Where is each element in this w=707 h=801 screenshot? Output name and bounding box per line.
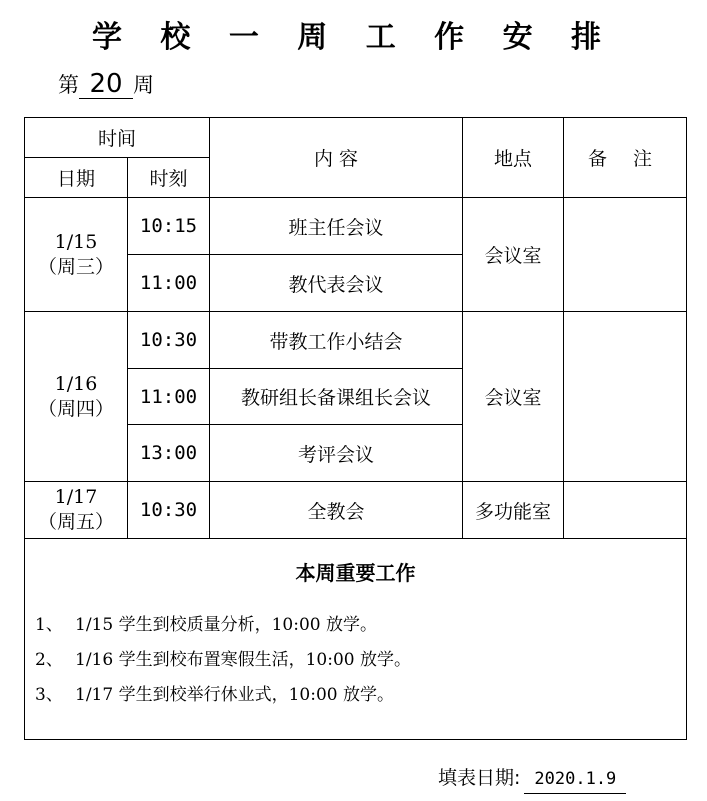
time-cell: 10:15 bbox=[128, 198, 210, 255]
content-cell: 教代表会议 bbox=[210, 255, 463, 312]
table-row bbox=[25, 198, 687, 255]
weekday-value: （周五） bbox=[37, 511, 114, 533]
list-item-index: 1、 bbox=[35, 615, 63, 635]
list-item-text: 1/16 学生到校布置寒假生活，10:00 放学。 bbox=[75, 650, 411, 670]
content-cell: 全教会 bbox=[210, 482, 463, 539]
date-value: 1/16 bbox=[54, 372, 98, 395]
list-item-text: 1/15 学生到校质量分析，10:00 放学。 bbox=[75, 615, 377, 635]
fill-date-label: 填表日期: bbox=[438, 767, 521, 789]
header-moment: 时刻 bbox=[128, 158, 210, 198]
week-suffix: 周 bbox=[133, 73, 154, 97]
remarks-cell bbox=[564, 198, 687, 312]
date-cell bbox=[25, 482, 128, 539]
content-cell: 带教工作小结会 bbox=[210, 312, 463, 369]
list-item-index: 2、 bbox=[35, 650, 63, 670]
list-item bbox=[35, 613, 686, 648]
fill-date-value: 2020.1.9 bbox=[524, 765, 626, 794]
date-cell bbox=[25, 312, 128, 482]
table-row bbox=[25, 312, 687, 369]
remarks-cell bbox=[564, 482, 687, 539]
list-item bbox=[35, 683, 686, 718]
header-date: 日期 bbox=[25, 158, 128, 198]
table-row bbox=[25, 482, 687, 539]
important-list bbox=[35, 613, 686, 718]
location-cell: 会议室 bbox=[463, 198, 564, 312]
header-content: 内 容 bbox=[210, 118, 463, 198]
list-item-index: 3、 bbox=[35, 685, 63, 705]
header-location: 地点 bbox=[463, 118, 564, 198]
time-cell: 11:00 bbox=[128, 255, 210, 312]
time-cell: 10:30 bbox=[128, 312, 210, 369]
important-row bbox=[25, 539, 687, 740]
week-label bbox=[58, 70, 154, 100]
schedule-table bbox=[24, 117, 687, 740]
date-value: 1/15 bbox=[54, 230, 98, 253]
weekday-value: （周三） bbox=[37, 255, 114, 278]
remarks-cell bbox=[564, 312, 687, 482]
date-value: 1/17 bbox=[54, 486, 98, 508]
location-cell: 多功能室 bbox=[463, 482, 564, 539]
week-prefix: 第 bbox=[58, 73, 79, 97]
content-cell: 班主任会议 bbox=[210, 198, 463, 255]
list-item-text: 1/17 学生到校举行休业式，10:00 放学。 bbox=[75, 685, 394, 705]
fill-date bbox=[438, 764, 626, 794]
important-title: 本周重要工作 bbox=[295, 561, 416, 585]
week-number: 20 bbox=[79, 70, 133, 99]
list-item bbox=[35, 648, 686, 683]
important-section bbox=[25, 539, 687, 740]
location-cell: 会议室 bbox=[463, 312, 564, 482]
weekday-value: （周四） bbox=[37, 397, 114, 420]
header-remarks: 备 注 bbox=[564, 118, 687, 198]
content-cell: 考评会议 bbox=[210, 425, 463, 482]
time-cell: 13:00 bbox=[128, 425, 210, 482]
time-cell: 11:00 bbox=[128, 369, 210, 425]
time-cell: 10:30 bbox=[128, 482, 210, 539]
page-title: 学 校 一 周 工 作 安 排 bbox=[91, 20, 616, 55]
date-cell bbox=[25, 198, 128, 312]
header-time: 时间 bbox=[25, 118, 210, 158]
content-cell: 教研组长备课组长会议 bbox=[210, 369, 463, 425]
